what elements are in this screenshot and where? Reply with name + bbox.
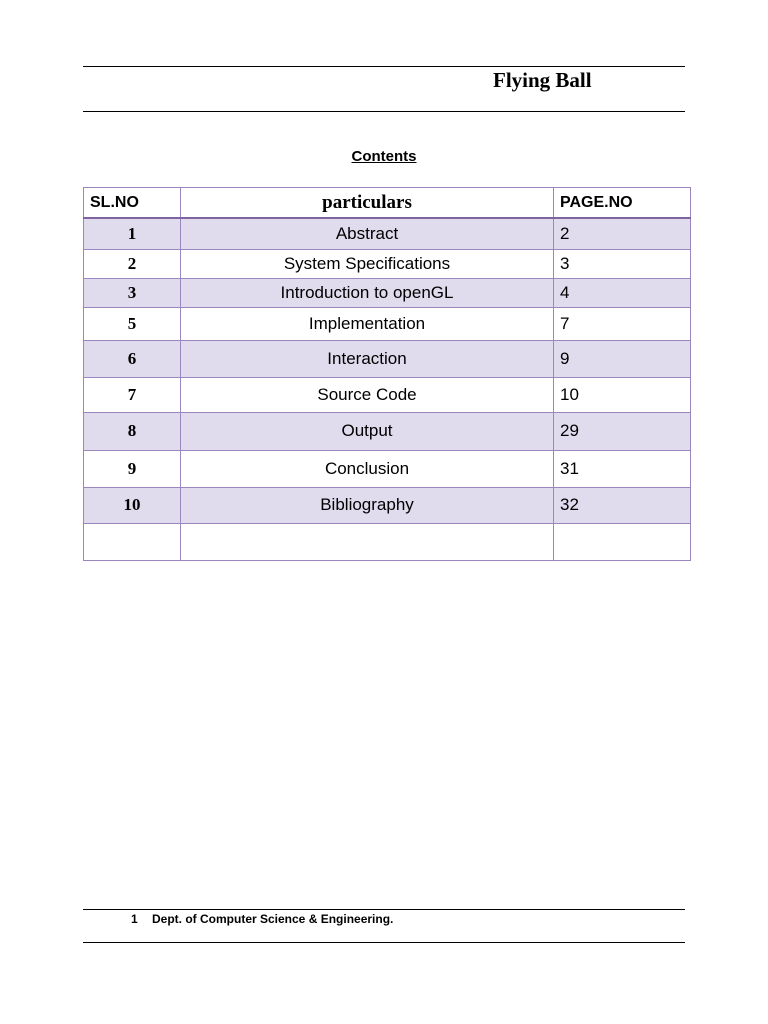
footer-bottom-rule (83, 942, 685, 943)
table-header-row (84, 188, 691, 219)
row-particular: Interaction (181, 340, 554, 377)
column-header-slno: SL.NO (84, 188, 181, 219)
row-page (554, 523, 691, 560)
row-slno: 6 (84, 340, 181, 377)
row-particular: Implementation (181, 307, 554, 340)
table-row (84, 307, 691, 340)
row-page: 9 (554, 340, 691, 377)
row-slno: 1 (84, 218, 181, 249)
row-slno: 5 (84, 307, 181, 340)
row-particular: Output (181, 412, 554, 450)
column-header-pageno: PAGE.NO (554, 188, 691, 219)
footer-page-number: 1 (131, 912, 138, 926)
row-page: 4 (554, 278, 691, 307)
row-slno: 2 (84, 249, 181, 278)
row-page: 32 (554, 487, 691, 523)
row-particular: Source Code (181, 377, 554, 412)
row-particular: Bibliography (181, 487, 554, 523)
table-row (84, 377, 691, 412)
table-row (84, 412, 691, 450)
table-row (84, 523, 691, 560)
row-particular: Introduction to openGL (181, 278, 554, 307)
row-page: 31 (554, 450, 691, 487)
row-page: 29 (554, 412, 691, 450)
row-slno: 9 (84, 450, 181, 487)
row-page: 10 (554, 377, 691, 412)
row-slno: 7 (84, 377, 181, 412)
column-header-particulars: particulars (181, 188, 554, 219)
table-row (84, 487, 691, 523)
table-row (84, 450, 691, 487)
table-row (84, 218, 691, 249)
row-page: 3 (554, 249, 691, 278)
row-page: 2 (554, 218, 691, 249)
header-top-rule (83, 66, 685, 67)
row-slno: 10 (84, 487, 181, 523)
row-slno: 8 (84, 412, 181, 450)
row-particular: Abstract (181, 218, 554, 249)
contents-heading: Contents (351, 148, 417, 165)
table-row (84, 249, 691, 278)
table-row (84, 278, 691, 307)
row-slno (84, 523, 181, 560)
header-bottom-rule (83, 111, 685, 112)
footer-department: Dept. of Computer Science & Engineering. (152, 912, 394, 926)
row-slno: 3 (84, 278, 181, 307)
row-particular: Conclusion (181, 450, 554, 487)
footer-top-rule (83, 909, 685, 910)
contents-table (83, 187, 691, 561)
table-row (84, 340, 691, 377)
document-title: Flying Ball (493, 68, 592, 92)
row-page: 7 (554, 307, 691, 340)
row-particular (181, 523, 554, 560)
row-particular: System Specifications (181, 249, 554, 278)
